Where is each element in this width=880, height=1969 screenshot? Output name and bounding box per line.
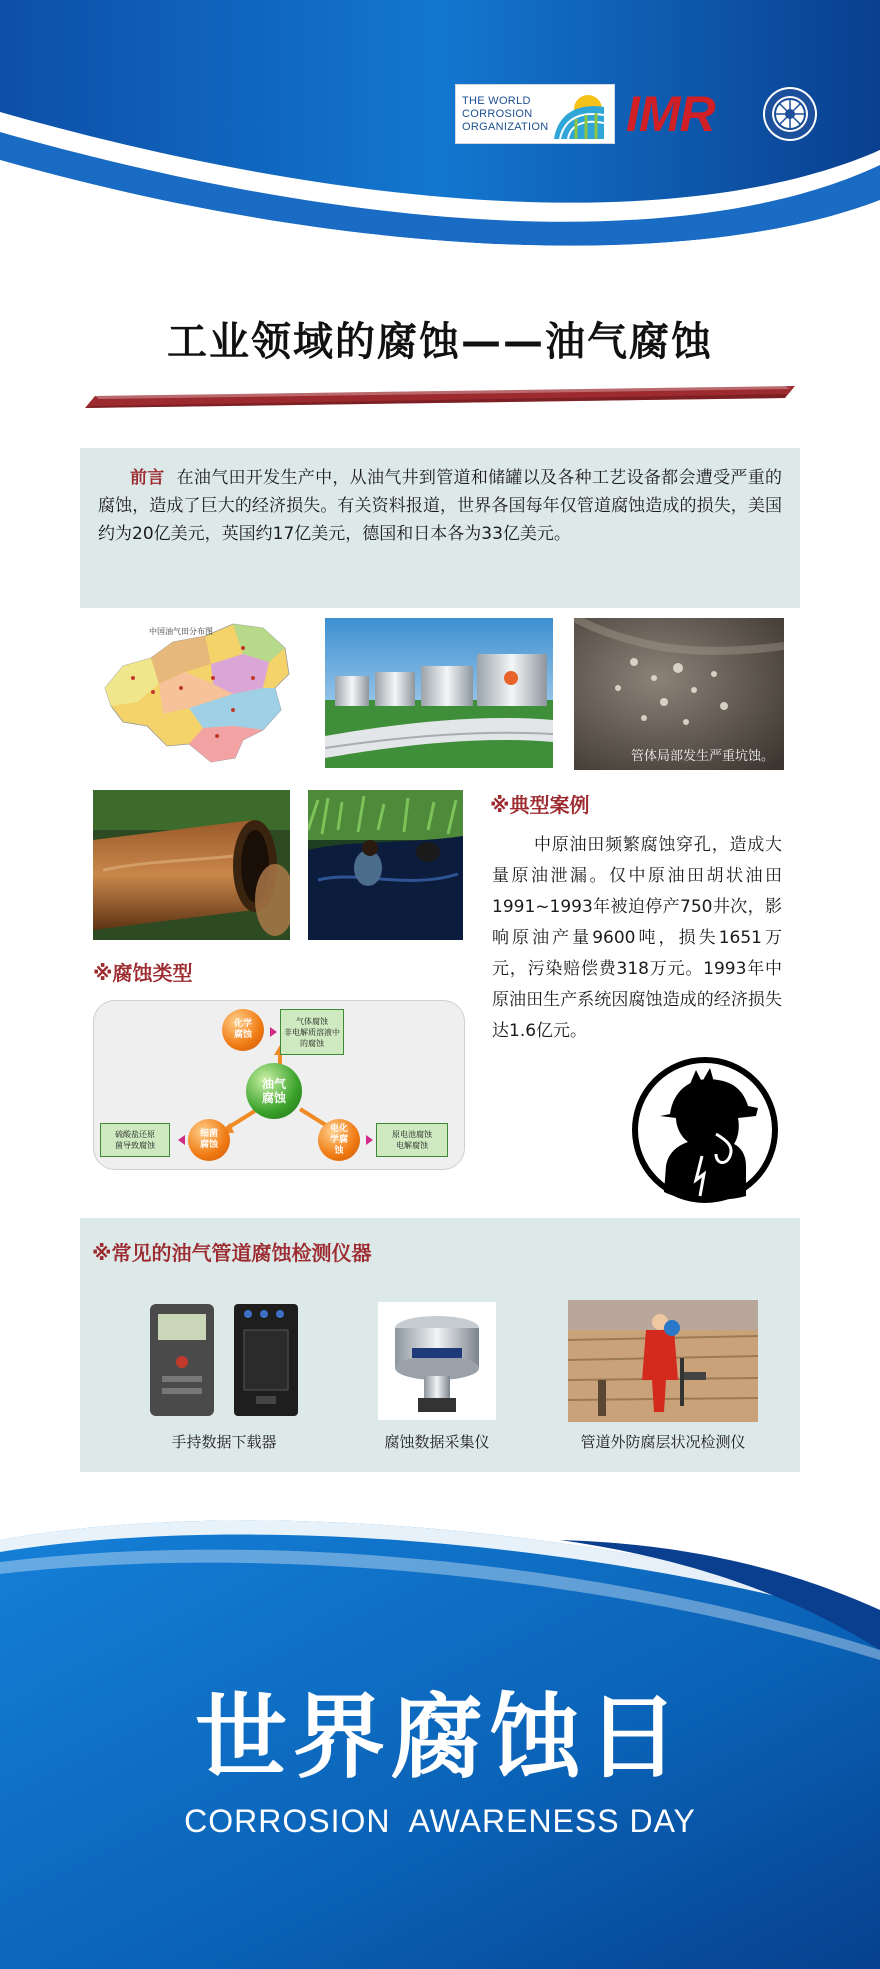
chemical-subtype-2: 非电解质溶液中的腐蚀 (284, 1027, 340, 1048)
intro-paragraph (98, 464, 782, 548)
footer-english-title: CORROSION AWARENESS DAY (184, 1803, 696, 1839)
imr-logo-text: IMR (626, 86, 715, 142)
electro-arrow (366, 1135, 373, 1145)
case-heading: ※典型案例 (490, 793, 590, 817)
coating-condition-detector-image (568, 1300, 758, 1422)
corroded-pipe-photo (93, 790, 290, 940)
page-title: 工业领域的腐蚀——油气腐蚀 (167, 319, 713, 365)
china-map-image (93, 618, 303, 768)
bacterial-node-label: 细菌腐蚀 (199, 1129, 218, 1150)
cas-emblem-icon (762, 86, 818, 142)
electrochemical-corrosion-node (318, 1119, 360, 1161)
bacterial-arrow (178, 1135, 185, 1145)
oil-spill-photo (308, 790, 463, 940)
electro-subtype-2: 电解腐蚀 (396, 1141, 428, 1150)
center-node-label: 油气腐蚀 (261, 1077, 286, 1105)
electro-subtypes-box (376, 1123, 448, 1157)
wco-line-2: CORROSION (462, 108, 533, 120)
world-corrosion-organization-logo (455, 84, 615, 144)
instrument-caption-2: 腐蚀数据采集仪 (384, 1433, 490, 1451)
pipe-pitting-caption: 管体局部发生严重坑蚀。 (630, 749, 774, 764)
chemical-corrosion-node (222, 1009, 264, 1051)
instrument-caption-1: 手持数据下载器 (171, 1433, 277, 1451)
case-paragraph: 中原油田频繁腐蚀穿孔，造成大量原油泄漏。仅中原油田胡状油田1991~1993年被迫停产750井次，影响原油产量9600吨，损失1651万元，污染赔偿费318万元。1993年中原油田生产系统因腐蚀造成的经济损失达1.6亿元。 (492, 835, 782, 1041)
detective-silhouette-icon (630, 1056, 780, 1204)
oil-storage-tanks-photo (325, 618, 553, 768)
instrument-caption-3: 管道外防腐层状况检测仪 (580, 1433, 746, 1451)
wco-line-1: THE WORLD (462, 95, 531, 107)
chemical-node-label: 化学腐蚀 (233, 1019, 252, 1040)
bacterial-subtype-1: 硫酸盐还原 (115, 1130, 155, 1139)
intro-text: 在油气田开发生产中，从油气井到管道和储罐以及各种工艺设备都会遭受严重的腐蚀，造成了巨大的经济损失。有关资料报道，世界各国每年仅管道腐蚀造成的损失，美国约为20亿美元，英国约17亿美元，德国和日本各为33亿美元。 (98, 468, 783, 544)
title-underline-bar (85, 386, 795, 408)
china-oilfield-map (93, 618, 303, 768)
intro-panel (80, 448, 800, 608)
footer-chinese-title: 世界腐蚀日 (194, 1684, 685, 1791)
map-title: 中国油气田分布图 (149, 627, 213, 636)
chemical-subtypes-box (280, 1009, 344, 1055)
wco-line-3: ORGANIZATION (462, 121, 549, 133)
bacterial-subtypes-box (100, 1123, 170, 1157)
corrosion-types-diagram (93, 1000, 465, 1170)
pipe-pitting-photo (574, 618, 784, 770)
imr-logo (626, 86, 754, 142)
center-oilgas-corrosion-node (246, 1063, 302, 1119)
instruments-panel (80, 1218, 800, 1472)
globe-icon (548, 89, 610, 141)
instruments-heading: ※常见的油气管道腐蚀检测仪器 (92, 1241, 372, 1265)
bacterial-corrosion-node (188, 1119, 230, 1161)
electrochemical-node-label: 电化学腐蚀 (329, 1123, 348, 1156)
types-heading: ※腐蚀类型 (93, 961, 193, 985)
electro-subtype-1: 原电池腐蚀 (392, 1130, 432, 1139)
corrosion-data-collector-image (378, 1302, 496, 1420)
intro-label: 前言 (130, 468, 165, 488)
chemical-arrow (270, 1027, 277, 1037)
chemical-subtype-1: 气体腐蚀 (296, 1016, 328, 1026)
handheld-data-downloader-image (144, 1300, 304, 1420)
bacterial-subtype-2: 菌导致腐蚀 (115, 1141, 155, 1150)
